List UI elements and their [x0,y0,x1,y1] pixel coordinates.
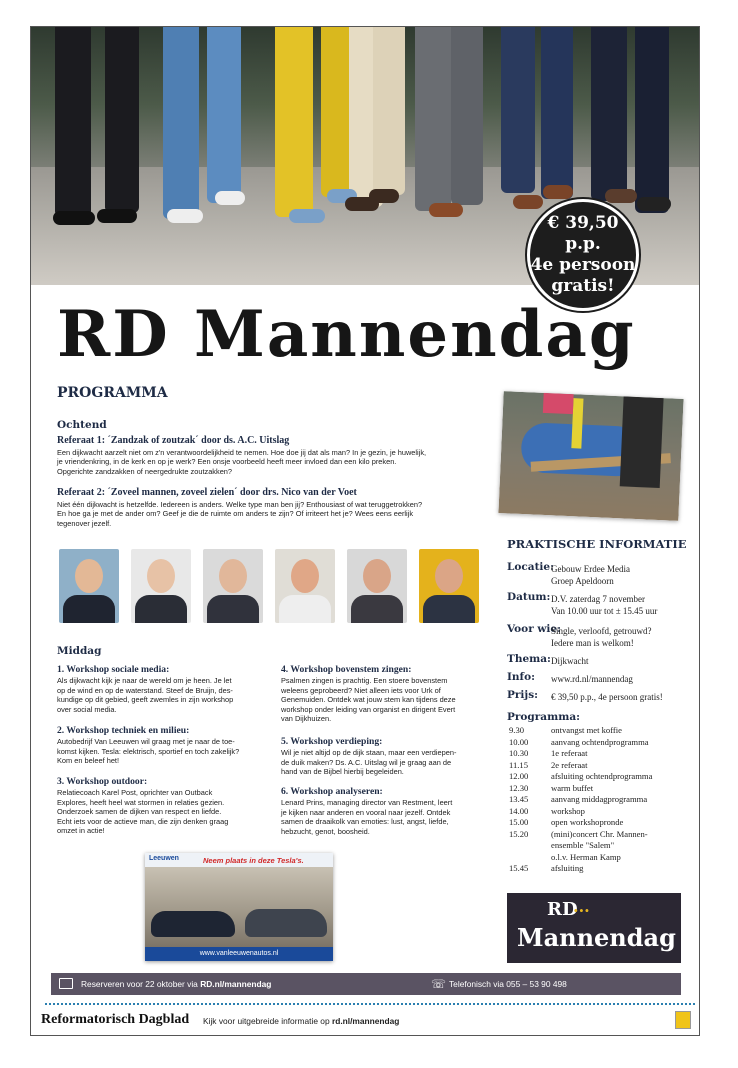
speaker-photo [275,549,335,623]
price-badge-offer: 4e persoon [530,255,636,275]
schedule-event: (mini)concert Chr. Mannen- [551,828,648,839]
logo-name: Mannendag [517,923,676,952]
monitor-icon [59,978,73,989]
schedule-time: 10.30 [509,748,529,758]
schedule-time: 11.15 [509,759,529,770]
tesla-ad [145,853,333,961]
phone-text: Telefonisch via 055 – 53 90 498 [449,979,567,989]
schedule-time: 14.00 [509,805,529,816]
phone-icon: ☏ [431,977,447,991]
workshop-4-text: Psalmen zingen is prachtig. Een stoere bovenstem weleens geprobeerd? Niet alleen iets voor Urk of Genemuiden. Ontdek wat jouw stem kan tijdens deze workshop onder leiding van organist en dirigent Evert van Dijkhuizen. [281,676,456,724]
referaat-2-title: Referaat 2: ´Zoveel mannen, zoveel zielen´ door drs. Nico van der Voet [57,487,357,498]
divider [45,1003,695,1005]
schedule-event: warm buffet [551,782,594,793]
ochtend-heading: Ochtend [57,419,107,431]
speaker-photo [419,549,479,623]
schedule-time: 12.00 [509,771,529,781]
referaat-1-title: Referaat 1: ´Zandzak of zoutzak´ door ds. A.C. Uitslag [57,435,290,446]
poster: € 39,50 p.p. 4e persoon gratis! RD Mannendag PROGRAMMA Ochtend Referaat 1: ´Zandzak of zoutzak´ door ds. A.C. Uitslag Een dijkwacht aarzelt niet om z'n verantwoordelijkheid te nemen. Hoe doe jij dat als man? In je gezin, je huwelijk, je vriendenkring, in de kerk en op je werk? Een onsje voorbeeld heeft meer invloed dan een kilo preken. Opgerichte zandzakken of neergedrukte zoutzakken? Referaat 2: ´Zoveel mannen, zoveel zielen´ door drs. Nico van der Voet Niet één dijkwacht is hetzelfde. Iedereen is anders. Welke type man ben jij? Enthousiast of wat teruggetrokken? En hoe ga je met de ander om? Geef je die de ruimte om anders te zijn? Of irriteert het je? Wees eens eerlijk tegenover jezelf. Middag 1. Workshop sociale media: Als dijkwacht kijk je naar de wereld om je heen. Je let op de wind en op de waterstand. Steef de Bruijn, des- kundige op dit gebied, geeft zwemles in zijn workshop over social media. 2. Workshop techniek en milieu: Autobedrijf Van Leeuwen wil graag met je naar de toe- komst kijken. Tesla: elektrisch, sportief en toch zakelijk? Kom en beleef het! 3. Workshop outdoor: Relatiecoach Karel Post, oprichter van Outback Explores, heeft heel wat stormen in relaties gezien. Onderzoek samen de dijken van respect en liefde. Echt iets voor de actieve man, die zijn denken graag omzet in actie! 4. Workshop bovenstem zingen: Psalmen zingen is prachtig. Een stoere bovenstem weleens geprobeerd? Niet alleen iets voor Urk of Genemuiden. Ontdek wat jouw stem kan tijdens deze workshop onder leiding van organist en dirigent Evert van Dijkhuizen. 5. Workshop verdieping: Wil je niet altijd op de dijk staan, maar een verdiepen- de duik maken? Ds. A.C. Uitslag wil je graag aan de hand van de Bijbel hierbij begeleiden. 6. Workshop analyseren: Lenard Prins, managing director van Restment, leert je kijken naar anderen en vooral naar jezelf. Ontdek samen de draaikolk van emoties: lust, angst, liefde, hebzucht, genot, boosheid. Leeuwen Neem plaats in deze Tesla's. www.vanleeuwenautos.nl PRAKTISCHE INFORMATIE Locatie: Gebouw Erdee Media Groep Apeldoorn Datum: D.V. zaterdag 7 november Van 10.00 uur tot ± 15.45 uur Voor wie: Single, verloofd, getrouwd? Iedere man is welkom! Thema: Dijkwacht Info: www.rd.nl/mannendag Prijs: € 39,50 p.p., 4e persoon gratis! Programma: 9.30 ontvangst met koffie 10.00 aanvang ochtendprogramma 10.30 1e referaat 11.15 2e referaat 12.00 afsluiting ochtendprogramma 12.30 warm buffet 13.45 aanvang middagprogramma 14.00 workshop 15.00 open workshopronde 15.20 (mini)concert Chr. Mannen- ensemble "Salem" o.l.v. Herman Kamp 15.45 afsluiting RD ... Mannendag Reserveren voor 22 oktober via RD.nl/mannendag ☏ Telefonisch via 055 – 53 90 498 Reformatorisch Dagblad Kijk voor uitgebreide informatie op rd.nl/mannendag [30,26,700,1036]
workshop-4-title: 4. Workshop bovenstem zingen: [281,664,412,675]
price-badge [527,199,639,311]
workshop-2-title: 2. Workshop techniek en milieu: [57,725,190,736]
schedule-time: 15.20 [509,828,529,839]
workshop-5-text: Wil je niet altijd op de dijk staan, maar een verdiepen- de duik maken? Ds. A.C. Uitslag wil je graag aan de hand van de Bijbel hierbij begeleiden. [281,748,457,777]
schedule-event: 2e referaat [551,759,588,770]
speaker-photo [203,549,263,623]
schedule-event: workshop [551,805,585,816]
schedule-event: open workshopronde [551,817,624,827]
raft-photo [498,391,683,521]
speaker-photo [131,549,191,623]
schedule-event: ontvangst met koffie [551,725,622,735]
rd-mannendag-logo [507,893,681,963]
praktische-informatie-heading: PRAKTISCHE INFORMATIE [507,537,687,551]
referaat-2-text: Niet één dijkwacht is hetzelfde. Iedereen is anders. Welke type man ben jij? Enthousiast of wat teruggetrokken? En hoe ga je met de ander om? Geef je die de ruimte om anders te zijn? Of irriteert het je? Wees eens eerlijk tegenover jezelf. [57,500,423,528]
schedule-event: afsluiting [551,863,584,873]
reserve-text: Reserveren voor 22 oktober via RD.nl/mannendag [81,979,272,989]
schedule-heading: Programma: [507,711,581,723]
ad-tagline: Neem plaats in deze Tesla's. [203,856,304,865]
reserve-bar [51,973,681,995]
workshop-6-text: Lenard Prins, managing director van Restment, leert je kijken naar anderen en vooral naar jezelf. Ontdek samen de draaikolk van emoties: lust, angst, liefde, hebzucht, genot, boosheid. [281,798,453,836]
schedule-event: aanvang ochtendprogramma [551,736,649,747]
schedule-event: o.l.v. Herman Kamp [551,851,621,862]
schedule-time: 15.45 [509,863,529,873]
workshop-1-text: Als dijkwacht kijk je naar de wereld om je heen. Je let op de wind en op de waterstand. Steef de Bruijn, des- kundige op dit gebied, geeft zwemles in zijn workshop over social media. [57,676,234,714]
workshop-3-text: Relatiecoach Karel Post, oprichter van Outback Explores, heeft heel wat stormen in relaties gezien. Onderzoek samen de dijken van respect en liefde. Echt iets voor de actieve man, die zijn denken graag omzet in actie! [57,788,229,836]
footer-brand: Reformatorisch Dagblad [41,1012,190,1027]
speaker-photo [59,549,119,623]
ad-brand: Leeuwen [149,855,179,862]
workshop-6-title: 6. Workshop analyseren: [281,786,383,797]
logo-rd: RD [547,899,578,920]
schedule-time: 10.00 [509,736,529,747]
footer-link[interactable]: rd.nl/mannendag [331,1016,400,1026]
workshop-2-text: Autobedrijf Van Leeuwen wil graag met je naar de toe- komst kijken. Tesla: elektrisch, sportief en toch zakelijk? Kom en beleef het! [57,737,240,766]
footer [41,1011,691,1031]
schedule-time: 9.30 [509,725,525,735]
schedule-event: afsluiting ochtendprogramma [551,771,653,781]
programma-heading: PROGRAMMA [57,385,168,401]
middag-heading: Middag [57,645,102,657]
rd-app-icon [675,1011,691,1029]
footer-info: Kijk voor uitgebreide informatie op rd.nl/mannendag [203,1016,400,1026]
schedule-time: 15.00 [509,817,529,827]
schedule-time: 13.45 [509,794,529,804]
schedule-event: ensemble "Salem" [551,840,615,850]
schedule-event: 1e referaat [551,748,588,758]
referaat-1-text: Een dijkwacht aarzelt niet om z'n verantwoordelijkheid te nemen. Hoe doe jij dat als man? In je gezin, je huwelijk, je vriendenkring, in de kerk en op je werk? Een onsje voorbeeld heeft meer invloed dan een kilo preken. Opgerichte zandzakken of neergedrukte zoutzakken? [57,448,427,476]
logo-dots: ... [573,897,590,916]
ad-url[interactable]: www.vanleeuwenautos.nl [145,947,333,961]
reserve-link[interactable]: RD.nl/mannendag [200,979,272,989]
schedule-time: 12.30 [509,782,529,793]
speaker-photo [347,549,407,623]
page-title: RD Mannendag [57,297,636,372]
workshop-3-title: 3. Workshop outdoor: [57,776,148,787]
workshop-5-title: 5. Workshop verdieping: [281,736,383,747]
schedule-event: aanvang middagprogramma [551,794,648,804]
price-badge-price: € 39,50 p.p. [547,213,619,254]
price-badge-free: gratis! [551,276,615,296]
workshop-1-title: 1. Workshop sociale media: [57,664,170,675]
